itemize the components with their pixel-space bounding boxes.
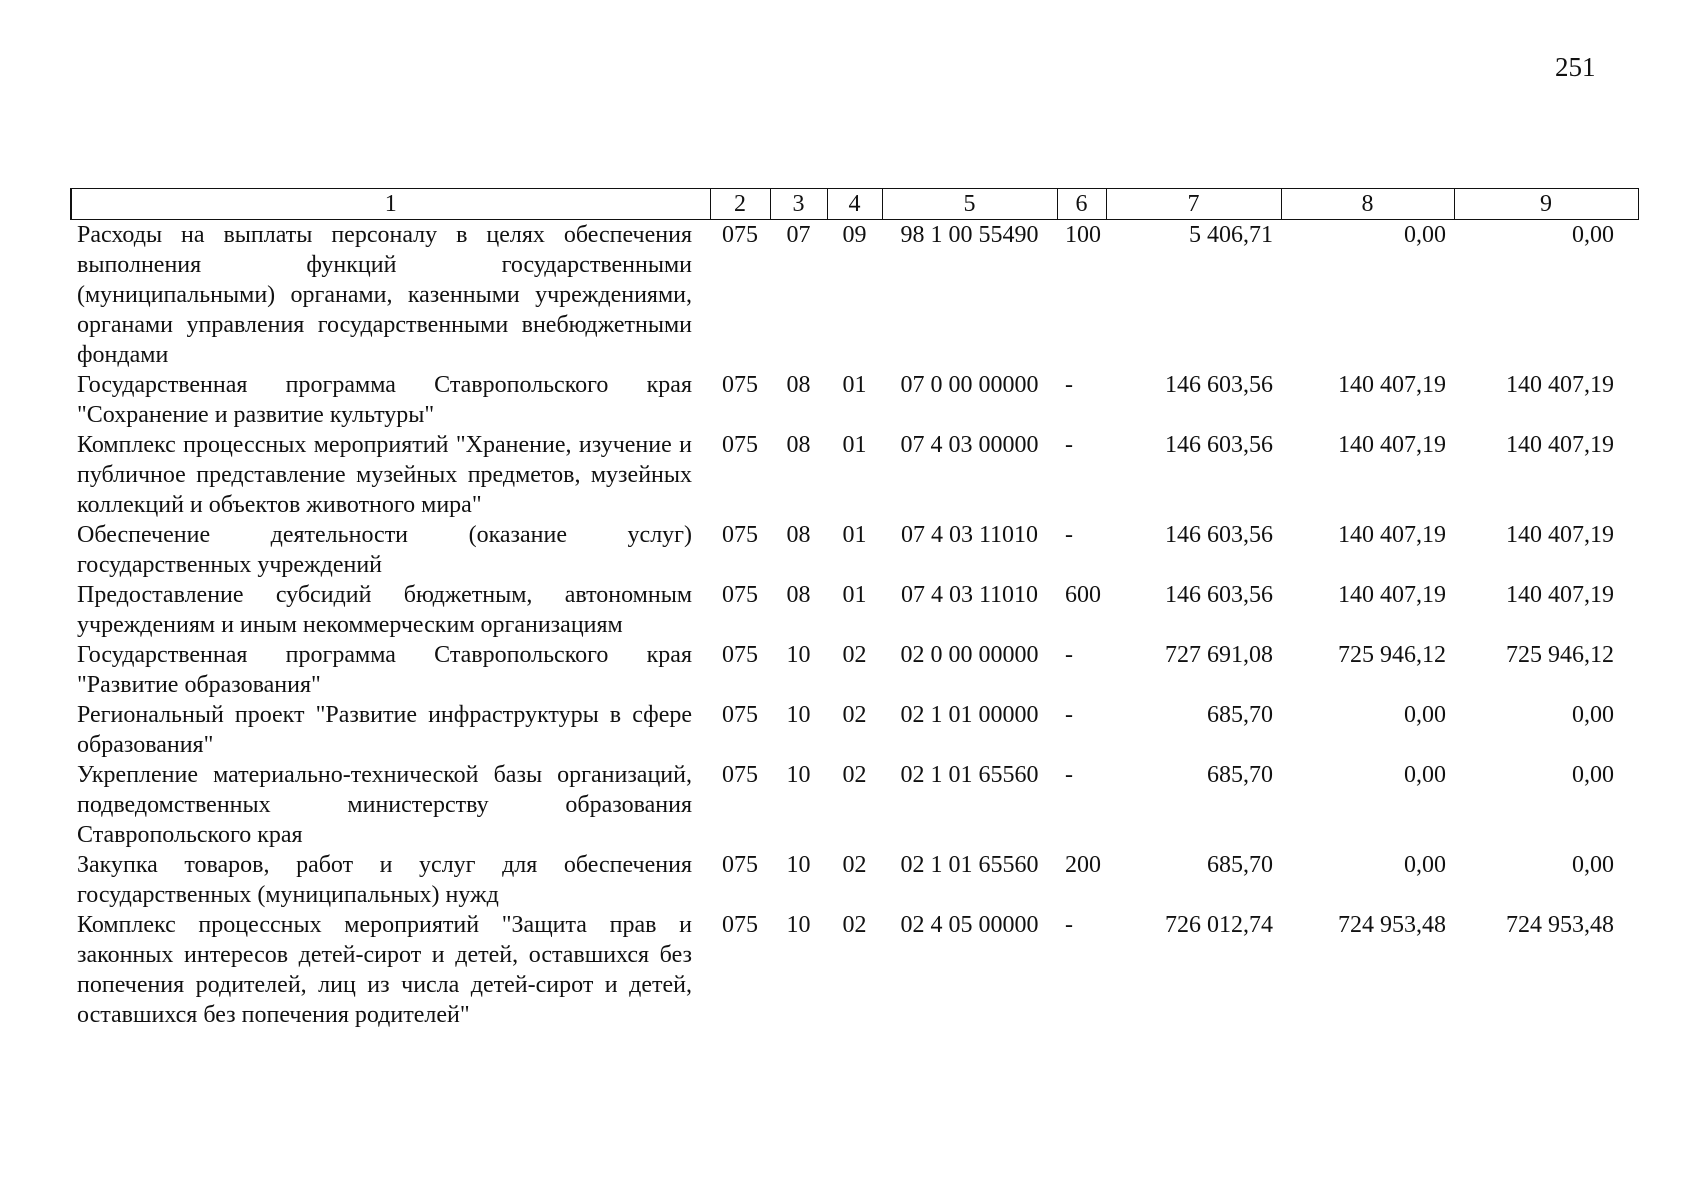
row-vr: - [1065, 702, 1073, 728]
row-pr: 02 [842, 762, 867, 788]
row-csr: 02 0 00 00000 [900, 642, 1039, 668]
header-cell-8: 8 [1281, 189, 1454, 220]
row-ved: 075 [722, 912, 758, 938]
row-sum-8: 140 407,19 [1338, 372, 1446, 398]
row-rz: 07 [786, 222, 811, 248]
row-pr: 09 [842, 222, 867, 248]
row-name: Обеспечение деятельности (оказание услуг) государственных учреждений [77, 522, 692, 578]
row-name: Региональный проект "Развитие инфраструктуры в сфере образования" [77, 702, 692, 758]
header-cell-3: 3 [770, 189, 827, 220]
row-sum-9: 140 407,19 [1506, 432, 1614, 458]
row-name: Государственная программа Ставропольского края "Развитие образования" [77, 642, 692, 698]
row-rz: 08 [786, 372, 811, 398]
row-csr: 07 4 03 11010 [900, 582, 1039, 608]
row-sum-8: 0,00 [1404, 852, 1446, 878]
row-ved: 075 [722, 642, 758, 668]
table-row [71, 640, 1638, 700]
row-vr: 200 [1065, 852, 1101, 878]
row-csr: 02 1 01 65560 [900, 852, 1039, 878]
row-rz: 10 [786, 642, 811, 668]
row-sum-8: 0,00 [1404, 702, 1446, 728]
row-ved: 075 [722, 432, 758, 458]
row-pr: 02 [842, 912, 867, 938]
row-sum-8: 140 407,19 [1338, 582, 1446, 608]
row-name: Укрепление материально-технической базы организаций, подведомственных министерству образования Ставропольского края [77, 762, 692, 848]
row-ved: 075 [722, 522, 758, 548]
row-pr: 01 [842, 522, 867, 548]
row-vr: - [1065, 432, 1073, 458]
row-ved: 075 [722, 852, 758, 878]
row-rz: 10 [786, 702, 811, 728]
header-cell-1: 1 [71, 189, 710, 220]
row-vr: - [1065, 762, 1073, 788]
row-sum-8: 724 953,48 [1338, 912, 1446, 938]
row-vr: - [1065, 522, 1073, 548]
row-vr: - [1065, 642, 1073, 668]
row-pr: 02 [842, 642, 867, 668]
page-number: 251 [1555, 52, 1596, 82]
row-sum-7: 727 691,08 [1165, 642, 1273, 668]
row-sum-9: 725 946,12 [1506, 642, 1614, 668]
row-sum-9: 140 407,19 [1506, 372, 1614, 398]
row-pr: 02 [842, 852, 867, 878]
row-sum-9: 724 953,48 [1506, 912, 1614, 938]
row-name: Комплекс процессных мероприятий "Защита прав и законных интересов детей-сирот и детей, оставшихся без попечения родителей, лиц из числа детей-сирот и детей, оставшихся без попечения родителей" [77, 912, 692, 1028]
row-vr: 100 [1065, 222, 1101, 248]
row-rz: 10 [786, 762, 811, 788]
row-csr: 98 1 00 55490 [900, 222, 1039, 248]
row-rz: 10 [786, 912, 811, 938]
table-row [71, 520, 1638, 580]
row-sum-9: 0,00 [1572, 762, 1614, 788]
header-cell-6: 6 [1057, 189, 1106, 220]
row-csr: 02 1 01 00000 [900, 702, 1039, 728]
row-rz: 08 [786, 582, 811, 608]
row-ved: 075 [722, 582, 758, 608]
row-sum-8: 0,00 [1404, 762, 1446, 788]
row-name: Предоставление субсидий бюджетным, автономным учреждениям и иным некоммерческим организациям [77, 582, 692, 638]
row-pr: 01 [842, 432, 867, 458]
row-ved: 075 [722, 222, 758, 248]
table-row [71, 700, 1638, 760]
row-ved: 075 [722, 762, 758, 788]
row-sum-7: 146 603,56 [1165, 372, 1273, 398]
row-pr: 02 [842, 702, 867, 728]
row-sum-8: 725 946,12 [1338, 642, 1446, 668]
table-header [71, 189, 1638, 220]
row-sum-8: 140 407,19 [1338, 432, 1446, 458]
row-csr: 07 4 03 11010 [900, 522, 1039, 548]
row-csr: 07 0 00 00000 [900, 372, 1039, 398]
row-name: Государственная программа Ставропольского края "Сохранение и развитие культуры" [77, 372, 692, 428]
row-sum-9: 140 407,19 [1506, 522, 1614, 548]
row-sum-9: 0,00 [1572, 702, 1614, 728]
row-csr: 02 1 01 65560 [900, 762, 1039, 788]
row-pr: 01 [842, 582, 867, 608]
row-rz: 08 [786, 432, 811, 458]
row-sum-7: 146 603,56 [1165, 582, 1273, 608]
budget-table [70, 188, 1639, 1030]
row-sum-7: 685,70 [1207, 702, 1273, 728]
row-rz: 10 [786, 852, 811, 878]
table-row [71, 910, 1638, 1030]
row-sum-9: 0,00 [1572, 222, 1614, 248]
row-sum-7: 726 012,74 [1165, 912, 1273, 938]
row-name: Комплекс процессных мероприятий "Хранение, изучение и публичное представление музейных предметов, музейных коллекций и объектов животного мира" [77, 432, 692, 518]
header-row [71, 189, 1638, 220]
row-sum-8: 0,00 [1404, 222, 1446, 248]
row-csr: 07 4 03 00000 [900, 432, 1039, 458]
table-body [71, 220, 1638, 1031]
row-sum-7: 685,70 [1207, 762, 1273, 788]
row-name: Расходы на выплаты персоналу в целях обеспечения выполнения функций государственными (муниципальными) органами, казенными учреждениями, органами управления государственными внебюджетными фондами [77, 222, 692, 368]
table-row [71, 760, 1638, 850]
row-rz: 08 [786, 522, 811, 548]
row-sum-7: 5 406,71 [1189, 222, 1273, 248]
row-vr: - [1065, 372, 1073, 398]
table-row [71, 220, 1638, 371]
header-cell-7: 7 [1106, 189, 1281, 220]
row-vr: - [1065, 912, 1073, 938]
row-sum-7: 146 603,56 [1165, 522, 1273, 548]
row-sum-9: 0,00 [1572, 852, 1614, 878]
header-cell-2: 2 [710, 189, 770, 220]
table-row [71, 580, 1638, 640]
row-sum-9: 140 407,19 [1506, 582, 1614, 608]
row-sum-7: 146 603,56 [1165, 432, 1273, 458]
row-vr: 600 [1065, 582, 1101, 608]
header-cell-9: 9 [1454, 189, 1638, 220]
row-sum-7: 685,70 [1207, 852, 1273, 878]
row-csr: 02 4 05 00000 [900, 912, 1039, 938]
table-row [71, 430, 1638, 520]
row-name: Закупка товаров, работ и услуг для обеспечения государственных (муниципальных) нужд [77, 852, 692, 908]
row-sum-8: 140 407,19 [1338, 522, 1446, 548]
row-ved: 075 [722, 372, 758, 398]
header-cell-5: 5 [882, 189, 1057, 220]
row-ved: 075 [722, 702, 758, 728]
table-row [71, 370, 1638, 430]
row-pr: 01 [842, 372, 867, 398]
header-cell-4: 4 [827, 189, 882, 220]
table-row [71, 850, 1638, 910]
